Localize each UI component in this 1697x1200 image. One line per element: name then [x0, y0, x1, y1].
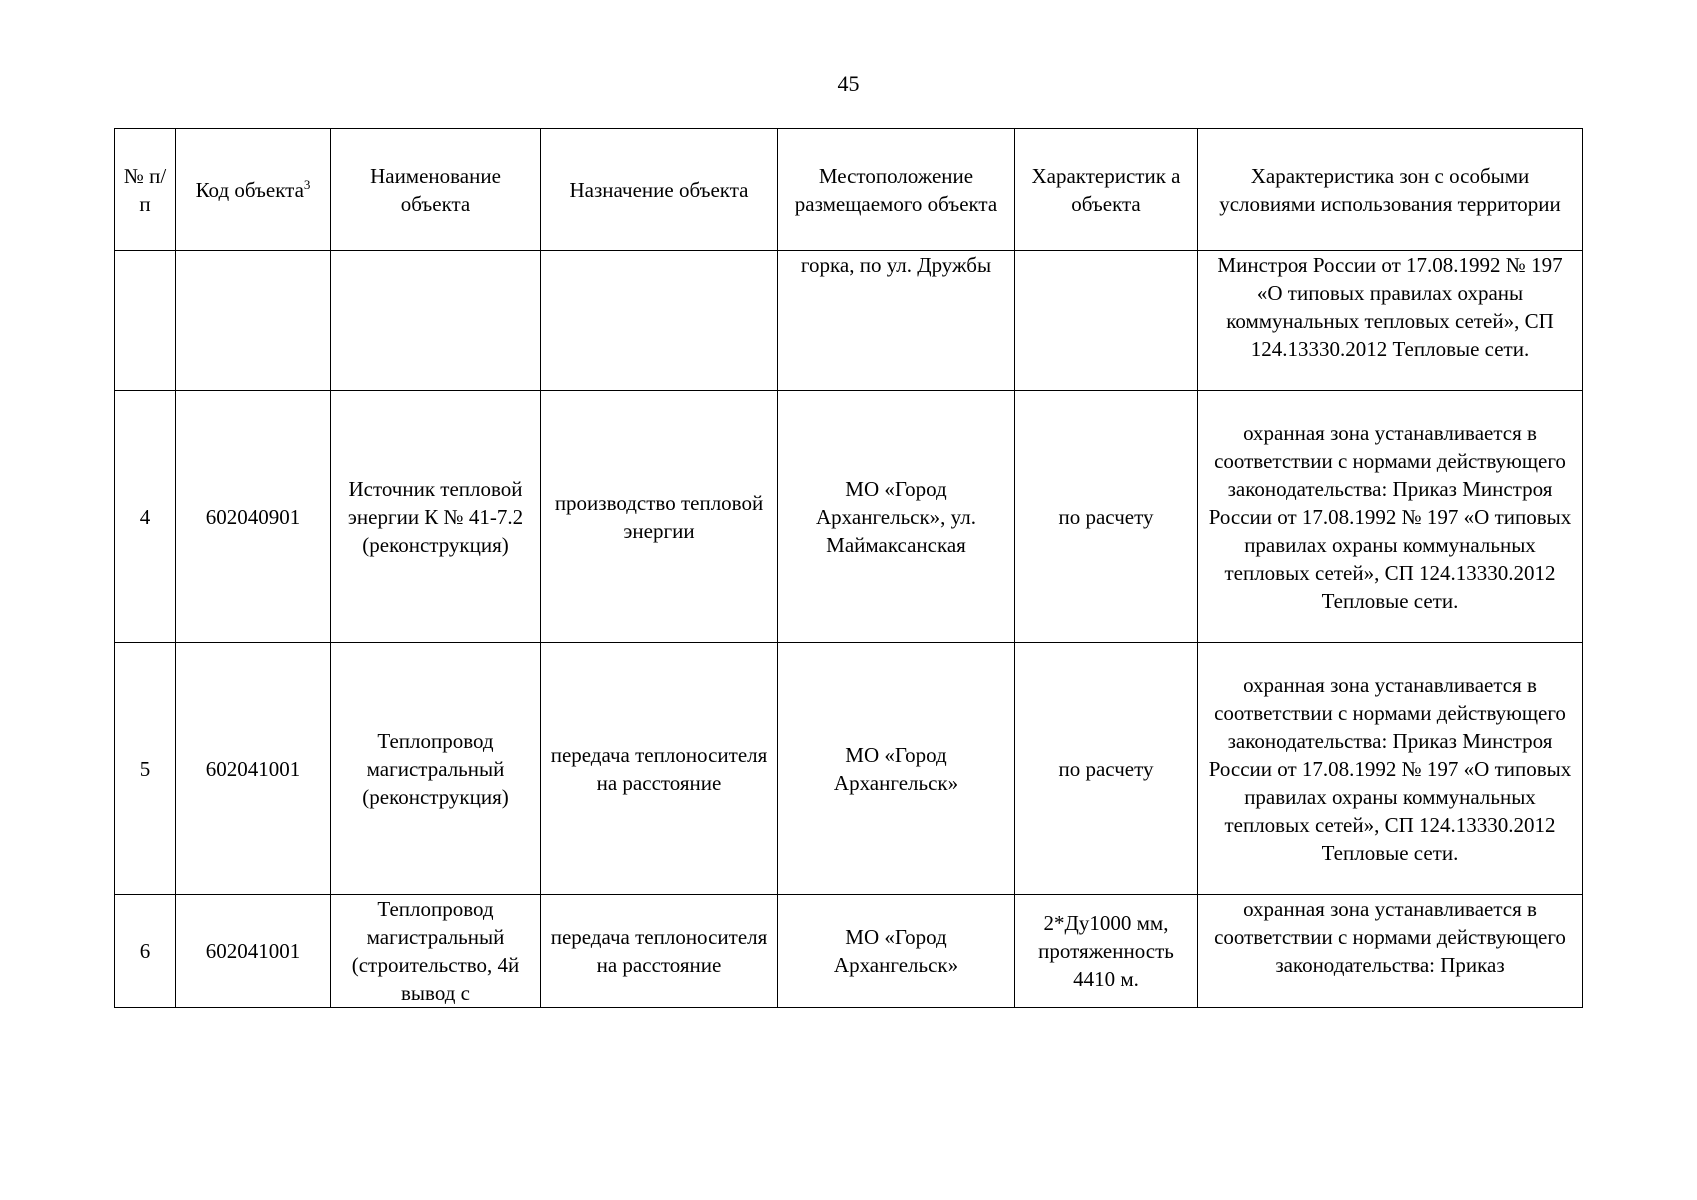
- table-header-row: [115, 129, 1583, 251]
- header-num: № п/п: [115, 129, 176, 251]
- cell-purpose: производство тепловой энергии: [541, 391, 778, 643]
- cell-code: 602040901: [176, 391, 331, 643]
- table-row: [115, 643, 1583, 895]
- cell-characteristic: по расчету: [1015, 391, 1198, 643]
- cell-zones: охранная зона устанавливается в соответствии с нормами действующего законодательства: Приказ: [1198, 895, 1583, 1008]
- cell-characteristic: по расчету: [1015, 643, 1198, 895]
- cell-num: 5: [115, 643, 176, 895]
- cell-location: МО «Город Архангельск»: [778, 643, 1015, 895]
- cell-location: МО «Город Архангельск», ул. Маймаксанская: [778, 391, 1015, 643]
- cell-code: [176, 251, 331, 391]
- objects-table: [114, 128, 1583, 1008]
- cell-purpose: [541, 251, 778, 391]
- cell-zones: Минстроя России от 17.08.1992 № 197 «О типовых правилах охраны коммунальных тепловых сетей», СП 124.13330.2012 Тепловые сети.: [1198, 251, 1583, 391]
- table-row: [115, 895, 1583, 1008]
- table-row: [115, 251, 1583, 391]
- cell-num: [115, 251, 176, 391]
- cell-location: МО «Город Архангельск»: [778, 895, 1015, 1008]
- header-code-footnote: 3: [303, 176, 311, 192]
- cell-zones: охранная зона устанавливается в соответствии с нормами действующего законодательства: Приказ Минстроя России от 17.08.1992 № 197 «О типовых правилах охраны коммунальных тепловых сетей», СП 124.13330.2012 Тепловые сети.: [1198, 391, 1583, 643]
- header-purpose: Назначение объекта: [541, 129, 778, 251]
- header-zones: Характеристика зон с особыми условиями использования территории: [1198, 129, 1583, 251]
- page-number: 45: [837, 71, 860, 96]
- cell-purpose: передача теплоносителя на расстояние: [541, 895, 778, 1008]
- cell-characteristic: [1015, 251, 1198, 391]
- cell-num: 6: [115, 895, 176, 1008]
- cell-num: 4: [115, 391, 176, 643]
- cell-code: 602041001: [176, 643, 331, 895]
- cell-name: [331, 251, 541, 391]
- cell-purpose: передача теплоносителя на расстояние: [541, 643, 778, 895]
- header-name: Наименование объекта: [331, 129, 541, 251]
- cell-name: Теплопровод магистральный (реконструкция): [331, 643, 541, 895]
- header-characteristic: Характеристик а объекта: [1015, 129, 1198, 251]
- cell-name: Источник тепловой энергии К № 41-7.2 (реконструкция): [331, 391, 541, 643]
- cell-location: горка, по ул. Дружбы: [778, 251, 1015, 391]
- header-location: Местоположение размещаемого объекта: [778, 129, 1015, 251]
- cell-code: 602041001: [176, 895, 331, 1008]
- table-row: [115, 391, 1583, 643]
- cell-name: Теплопровод магистральный (строительство, 4й вывод с: [331, 895, 541, 1008]
- header-code-label: Код объекта: [195, 177, 304, 202]
- cell-characteristic: 2*Ду1000 мм, протяженность 4410 м.: [1015, 895, 1198, 1008]
- header-code: [176, 129, 331, 251]
- cell-zones: охранная зона устанавливается в соответствии с нормами действующего законодательства: Приказ Минстроя России от 17.08.1992 № 197 «О типовых правилах охраны коммунальных тепловых сетей», СП 124.13330.2012 Тепловые сети.: [1198, 643, 1583, 895]
